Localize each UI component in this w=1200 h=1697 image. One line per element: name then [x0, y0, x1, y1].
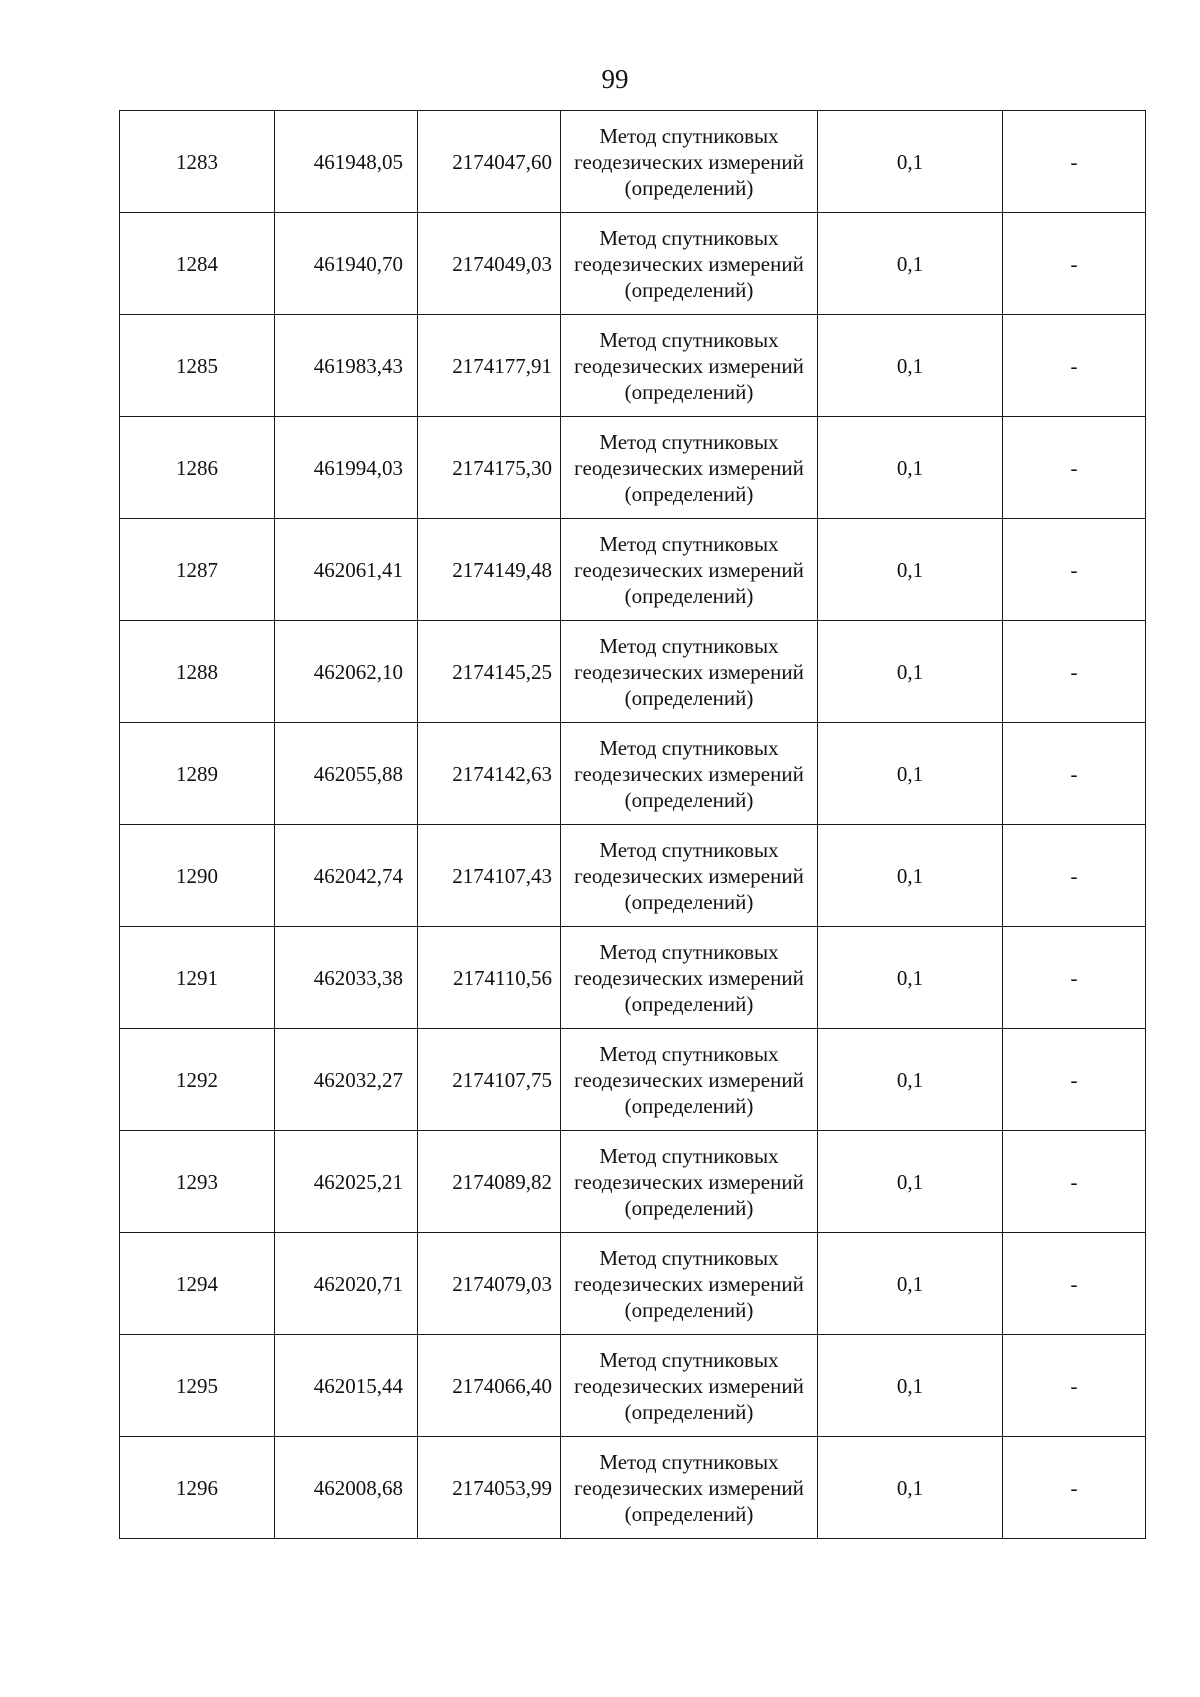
x-coordinate-cell: 461994,03 [275, 417, 418, 519]
point-number-cell: 1287 [120, 519, 275, 621]
method-line: Метод спутниковых [599, 1347, 779, 1372]
accuracy-cell: 0,1 [818, 1131, 1003, 1233]
table-row [120, 825, 1146, 927]
accuracy-cell: 0,1 [818, 315, 1003, 417]
x-coordinate-cell: 462020,71 [275, 1233, 418, 1335]
method-line: Метод спутниковых [599, 1041, 779, 1066]
table-row [120, 927, 1146, 1029]
method-cell [561, 315, 818, 417]
y-coordinate-cell: 2174110,56 [418, 927, 561, 1029]
y-coordinate-cell: 2174053,99 [418, 1437, 561, 1539]
method-line: геодезических измерений [574, 251, 804, 276]
method-line: (определений) [624, 583, 754, 608]
y-coordinate-cell: 2174149,48 [418, 519, 561, 621]
x-coordinate-cell: 461940,70 [275, 213, 418, 315]
table-row [120, 315, 1146, 417]
method-line: (определений) [624, 1195, 754, 1220]
y-coordinate-cell: 2174107,75 [418, 1029, 561, 1131]
method-line: геодезических измерений [574, 557, 804, 582]
method-cell [561, 1233, 818, 1335]
point-number-cell: 1295 [120, 1335, 275, 1437]
point-number-cell: 1291 [120, 927, 275, 1029]
method-line: (определений) [624, 277, 754, 302]
note-cell: - [1003, 1437, 1146, 1539]
point-number-cell: 1294 [120, 1233, 275, 1335]
note-cell: - [1003, 927, 1146, 1029]
method-line: Метод спутниковых [599, 1449, 779, 1474]
x-coordinate-cell: 462033,38 [275, 927, 418, 1029]
table-row [120, 723, 1146, 825]
accuracy-cell: 0,1 [818, 825, 1003, 927]
table-row [120, 1131, 1146, 1233]
point-number-cell: 1285 [120, 315, 275, 417]
table-row [120, 519, 1146, 621]
accuracy-cell: 0,1 [818, 621, 1003, 723]
method-cell [561, 621, 818, 723]
method-line: геодезических измерений [574, 1067, 804, 1092]
accuracy-cell: 0,1 [818, 213, 1003, 315]
x-coordinate-cell: 462061,41 [275, 519, 418, 621]
x-coordinate-cell: 462008,68 [275, 1437, 418, 1539]
method-cell [561, 519, 818, 621]
method-line: Метод спутниковых [599, 939, 779, 964]
x-coordinate-cell: 462055,88 [275, 723, 418, 825]
point-number-cell: 1284 [120, 213, 275, 315]
y-coordinate-cell: 2174177,91 [418, 315, 561, 417]
method-line: геодезических измерений [574, 863, 804, 888]
x-coordinate-cell: 461983,43 [275, 315, 418, 417]
table-row [120, 213, 1146, 315]
method-line: Метод спутниковых [599, 531, 779, 556]
accuracy-cell: 0,1 [818, 1029, 1003, 1131]
method-line: (определений) [624, 1501, 754, 1526]
y-coordinate-cell: 2174047,60 [418, 111, 561, 213]
method-cell [561, 111, 818, 213]
y-coordinate-cell: 2174066,40 [418, 1335, 561, 1437]
method-line: (определений) [624, 481, 754, 506]
note-cell: - [1003, 315, 1146, 417]
method-line: геодезических измерений [574, 659, 804, 684]
point-number-cell: 1293 [120, 1131, 275, 1233]
accuracy-cell: 0,1 [818, 927, 1003, 1029]
note-cell: - [1003, 213, 1146, 315]
note-cell: - [1003, 825, 1146, 927]
method-line: (определений) [624, 379, 754, 404]
table-row [120, 1437, 1146, 1539]
method-line: Метод спутниковых [599, 735, 779, 760]
accuracy-cell: 0,1 [818, 723, 1003, 825]
y-coordinate-cell: 2174089,82 [418, 1131, 561, 1233]
note-cell: - [1003, 621, 1146, 723]
method-cell [561, 1131, 818, 1233]
method-line: (определений) [624, 889, 754, 914]
accuracy-cell: 0,1 [818, 1437, 1003, 1539]
method-cell [561, 1335, 818, 1437]
point-number-cell: 1296 [120, 1437, 275, 1539]
accuracy-cell: 0,1 [818, 519, 1003, 621]
method-line: геодезических измерений [574, 965, 804, 990]
method-line: Метод спутниковых [599, 225, 779, 250]
note-cell: - [1003, 111, 1146, 213]
note-cell: - [1003, 1029, 1146, 1131]
coordinates-table [119, 110, 1146, 1539]
point-number-cell: 1289 [120, 723, 275, 825]
table-row [120, 1233, 1146, 1335]
accuracy-cell: 0,1 [818, 111, 1003, 213]
y-coordinate-cell: 2174049,03 [418, 213, 561, 315]
table-row [120, 1335, 1146, 1437]
method-cell [561, 723, 818, 825]
method-line: Метод спутниковых [599, 1245, 779, 1270]
method-line: Метод спутниковых [599, 123, 779, 148]
note-cell: - [1003, 1233, 1146, 1335]
method-line: Метод спутниковых [599, 429, 779, 454]
method-cell [561, 927, 818, 1029]
method-line: геодезических измерений [574, 1271, 804, 1296]
method-line: Метод спутниковых [599, 327, 779, 352]
table-row [120, 1029, 1146, 1131]
accuracy-cell: 0,1 [818, 1233, 1003, 1335]
x-coordinate-cell: 462015,44 [275, 1335, 418, 1437]
point-number-cell: 1283 [120, 111, 275, 213]
x-coordinate-cell: 462042,74 [275, 825, 418, 927]
method-line: (определений) [624, 991, 754, 1016]
point-number-cell: 1286 [120, 417, 275, 519]
method-line: геодезических измерений [574, 1475, 804, 1500]
accuracy-cell: 0,1 [818, 1335, 1003, 1437]
note-cell: - [1003, 519, 1146, 621]
point-number-cell: 1288 [120, 621, 275, 723]
method-line: геодезических измерений [574, 1169, 804, 1194]
x-coordinate-cell: 462032,27 [275, 1029, 418, 1131]
page-number: 99 [601, 64, 629, 94]
method-cell [561, 1029, 818, 1131]
table-row [120, 111, 1146, 213]
table-row [120, 417, 1146, 519]
y-coordinate-cell: 2174107,43 [418, 825, 561, 927]
method-line: (определений) [624, 1093, 754, 1118]
method-line: (определений) [624, 175, 754, 200]
method-line: геодезических измерений [574, 455, 804, 480]
y-coordinate-cell: 2174145,25 [418, 621, 561, 723]
table-row [120, 621, 1146, 723]
method-line: геодезических измерений [574, 149, 804, 174]
method-line: геодезических измерений [574, 1373, 804, 1398]
method-line: (определений) [624, 787, 754, 812]
method-cell [561, 417, 818, 519]
method-line: геодезических измерений [574, 761, 804, 786]
method-cell [561, 825, 818, 927]
method-cell [561, 213, 818, 315]
y-coordinate-cell: 2174079,03 [418, 1233, 561, 1335]
x-coordinate-cell: 462025,21 [275, 1131, 418, 1233]
method-line: (определений) [624, 685, 754, 710]
method-line: Метод спутниковых [599, 1143, 779, 1168]
note-cell: - [1003, 1335, 1146, 1437]
method-cell [561, 1437, 818, 1539]
method-line: (определений) [624, 1297, 754, 1322]
accuracy-cell: 0,1 [818, 417, 1003, 519]
method-line: геодезических измерений [574, 353, 804, 378]
x-coordinate-cell: 461948,05 [275, 111, 418, 213]
method-line: Метод спутниковых [599, 633, 779, 658]
coordinates-table-body [120, 111, 1146, 1539]
y-coordinate-cell: 2174142,63 [418, 723, 561, 825]
note-cell: - [1003, 417, 1146, 519]
method-line: (определений) [624, 1399, 754, 1424]
note-cell: - [1003, 1131, 1146, 1233]
point-number-cell: 1292 [120, 1029, 275, 1131]
point-number-cell: 1290 [120, 825, 275, 927]
note-cell: - [1003, 723, 1146, 825]
x-coordinate-cell: 462062,10 [275, 621, 418, 723]
y-coordinate-cell: 2174175,30 [418, 417, 561, 519]
method-line: Метод спутниковых [599, 837, 779, 862]
